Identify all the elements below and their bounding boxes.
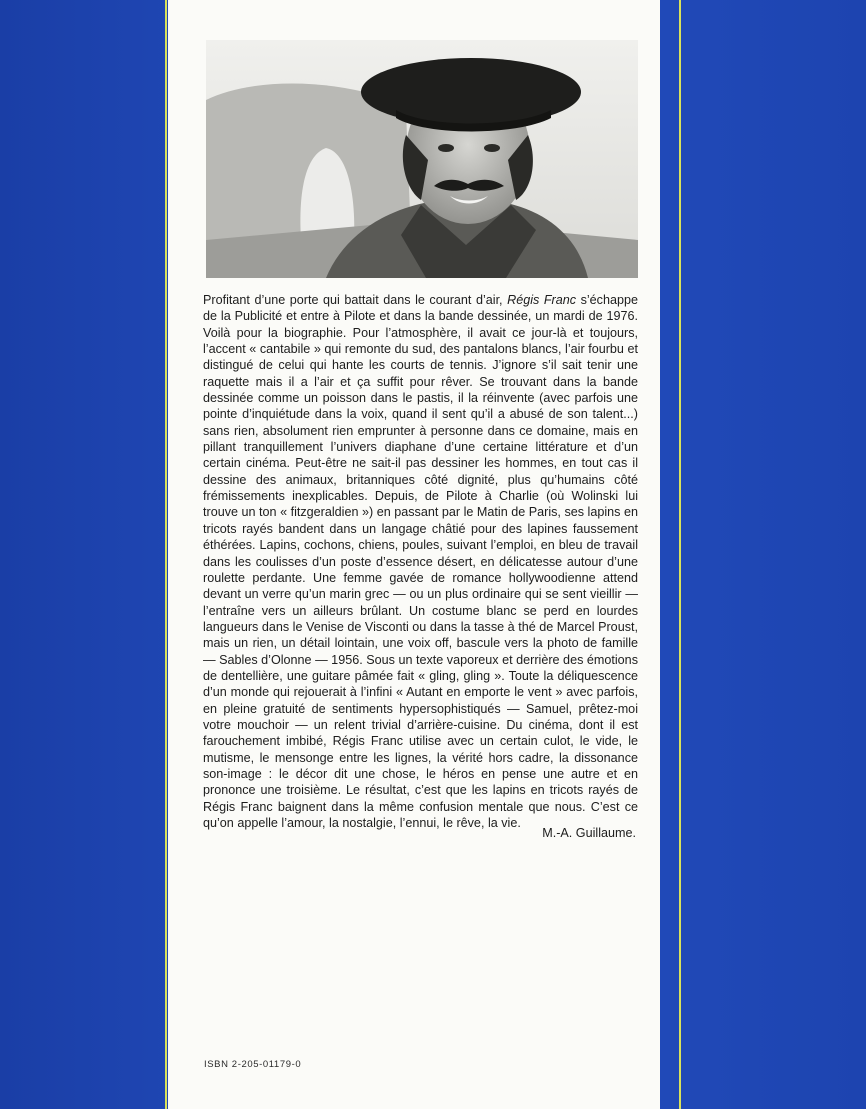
signature: M.-A. Guillaume. [542,826,636,840]
right-accent-stripe [679,0,681,1109]
author-portrait-photo [206,40,638,278]
isbn-number: ISBN 2-205-01179-0 [204,1059,302,1070]
left-accent-stripe [165,0,167,1109]
portrait-illustration [206,40,638,278]
biography-text [203,292,638,831]
author-name: Régis Franc [507,293,577,307]
bio-intro: Profitant d’une porte qui battait dans le courant d’air, [203,293,508,307]
bio-body: s’échappe de la Publicité et entre à Pilote et dans la bande dessinée, un mardi de 1976. Voilà pour la biographie. Pour l’atmosphère, il avait ce jour-là et toujours, l’accent « cantabile » qui remonte du sud, des pantalons blancs, l’air fourbu et distingué de celui qui hante les courts de tennis. J’ignore s’il sait tenir une raquette mais il a l’air et ça suffit pour rêver. Se trouvant dans la bande dessinée comme un poisson dans le pastis, il la réinvente (avec parfois une pointe d’inquiétude dans la voix, quand il sent qu’il a abusé de son talent...) sans rien, absolument rien emprunter à personne dans ce domaine, mais en pillant tranquillement l’univers diaphane d’une certaine littérature et d’un certain cinéma. Peut-être ne sait-il pas dessiner les hommes, en tout cas il dessine des animaux, britanniques côté dignité, plus qu’humains côté frémissements inexplicables. Depuis, de Pilote à Charlie (où Wolinski lui trouve un ton « fitzgeraldien ») en passant par le Matin de Paris, ses lapins en tricots rayés bandent dans un langage châtié pour des lapines faussement éthérées. Lapins, cochons, chiens, poules, suivant l’emploi, en bleu de travail dans les coulisses d’un poste d’essence désert, en délicatesse autour d’une roulette perdante. Une femme gavée de romance hollywoodienne attend devant un verre qu’un marin grec — ou un plus ordinaire qui se sent vieillir — l’entraîne vers un ailleurs brûlant. Un costume blanc se perd en lourdes langueurs dans le Venise de Visconti ou dans la tasse à thé de Marcel Proust, mais un rien, un détail lointain, une voix off, bascule vers la photo de famille — Sables d’Olonne — 1956. Sous un texte vaporeux et derrière des émotions de dentellière, une guitare pâmée fait « gling, gling ». Toute la déliquescence d’un monde qui rejouerait à l’infini « Autant en emporte le vent » avec parfois, en pleine gratuité de sentiments hypersophistiqués — Samuel, prêtez-moi votre mouchoir — un relent trivial d’arrière-cuisine. Du cinéma, dont il est farouchement imbibé, Régis Franc utilise avec un certain culot, le vide, le mutisme, le mensonge entre les lignes, la vérité hors cadre, la dissonance son-image : le décor dit une chose, le héros en pense une autre et en prononce une troisième. Le résultat, c’est que les lapins en tricots rayés de Régis Franc baignent dans la même confusion mentale que nous. C’est ce qu’on appelle l’amour, la nostalgie, l’ennui, le rêve, la vie. [203,293,639,830]
